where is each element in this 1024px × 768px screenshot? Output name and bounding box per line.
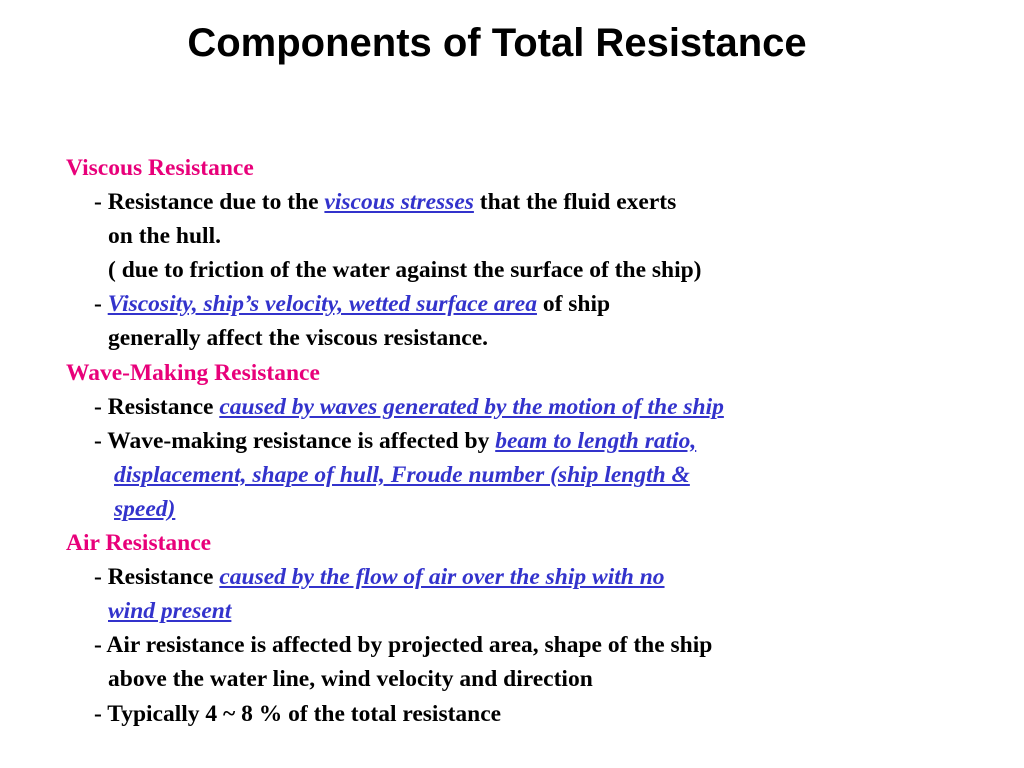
air-heading: Air Resistance (66, 530, 212, 557)
viscous-line-2: on the hull. (108, 223, 221, 250)
air-line-3: - Air resistance is affected by projected area, shape of the ship (94, 632, 713, 659)
viscous-line-3: ( due to friction of the water against the surface of the ship) (108, 257, 702, 284)
air-line-4: above the water line, wind velocity and direction (108, 666, 593, 693)
wave-line-2-pre: - Wave-making resistance is affected by (94, 427, 496, 454)
viscosity-factors-link[interactable]: Viscosity, ship’s velocity, wetted surface area (107, 291, 537, 318)
wind-present-link[interactable]: wind present (108, 598, 232, 625)
air-line-1 (66, 560, 1006, 594)
slide-title: Components of Total Resistance (187, 21, 807, 65)
wave-heading: Wave-Making Resistance (66, 359, 320, 386)
displacement-link[interactable]: displacement, shape of hull, Froude number (ship length & (114, 461, 690, 488)
wave-line-4 (66, 492, 1006, 526)
wave-line-1 (66, 390, 1006, 424)
viscous-heading: Viscous Resistance (66, 155, 254, 181)
waves-motion-link[interactable]: caused by waves generated by the motion of the ship (219, 393, 724, 420)
viscous-line-4 (66, 287, 1006, 321)
air-flow-link[interactable]: caused by the flow of air over the ship with no (219, 564, 665, 591)
slide-body (66, 151, 1006, 731)
air-line-2 (66, 594, 1006, 628)
viscous-line-5: generally affect the viscous resistance. (108, 325, 489, 352)
viscous-line-1 (66, 185, 1006, 219)
viscous-line-1-pre: - Resistance due to the (94, 189, 325, 216)
wave-line-1-pre: - Resistance (94, 393, 220, 420)
wave-line-2 (66, 424, 1006, 458)
speed-link[interactable]: speed) (114, 495, 176, 522)
air-line-5: - Typically 4 ~ 8 % of the total resistance (94, 700, 502, 727)
beam-length-link[interactable]: beam to length ratio, (495, 427, 697, 454)
viscous-line-1-post: that the fluid exerts (473, 189, 677, 216)
viscous-line-4-pre: - (94, 291, 108, 318)
viscous-stresses-link[interactable]: viscous stresses (324, 189, 474, 216)
air-line-1-pre: - Resistance (94, 564, 220, 591)
wave-line-3 (66, 458, 1006, 492)
viscous-line-4-post: of ship (536, 291, 611, 318)
